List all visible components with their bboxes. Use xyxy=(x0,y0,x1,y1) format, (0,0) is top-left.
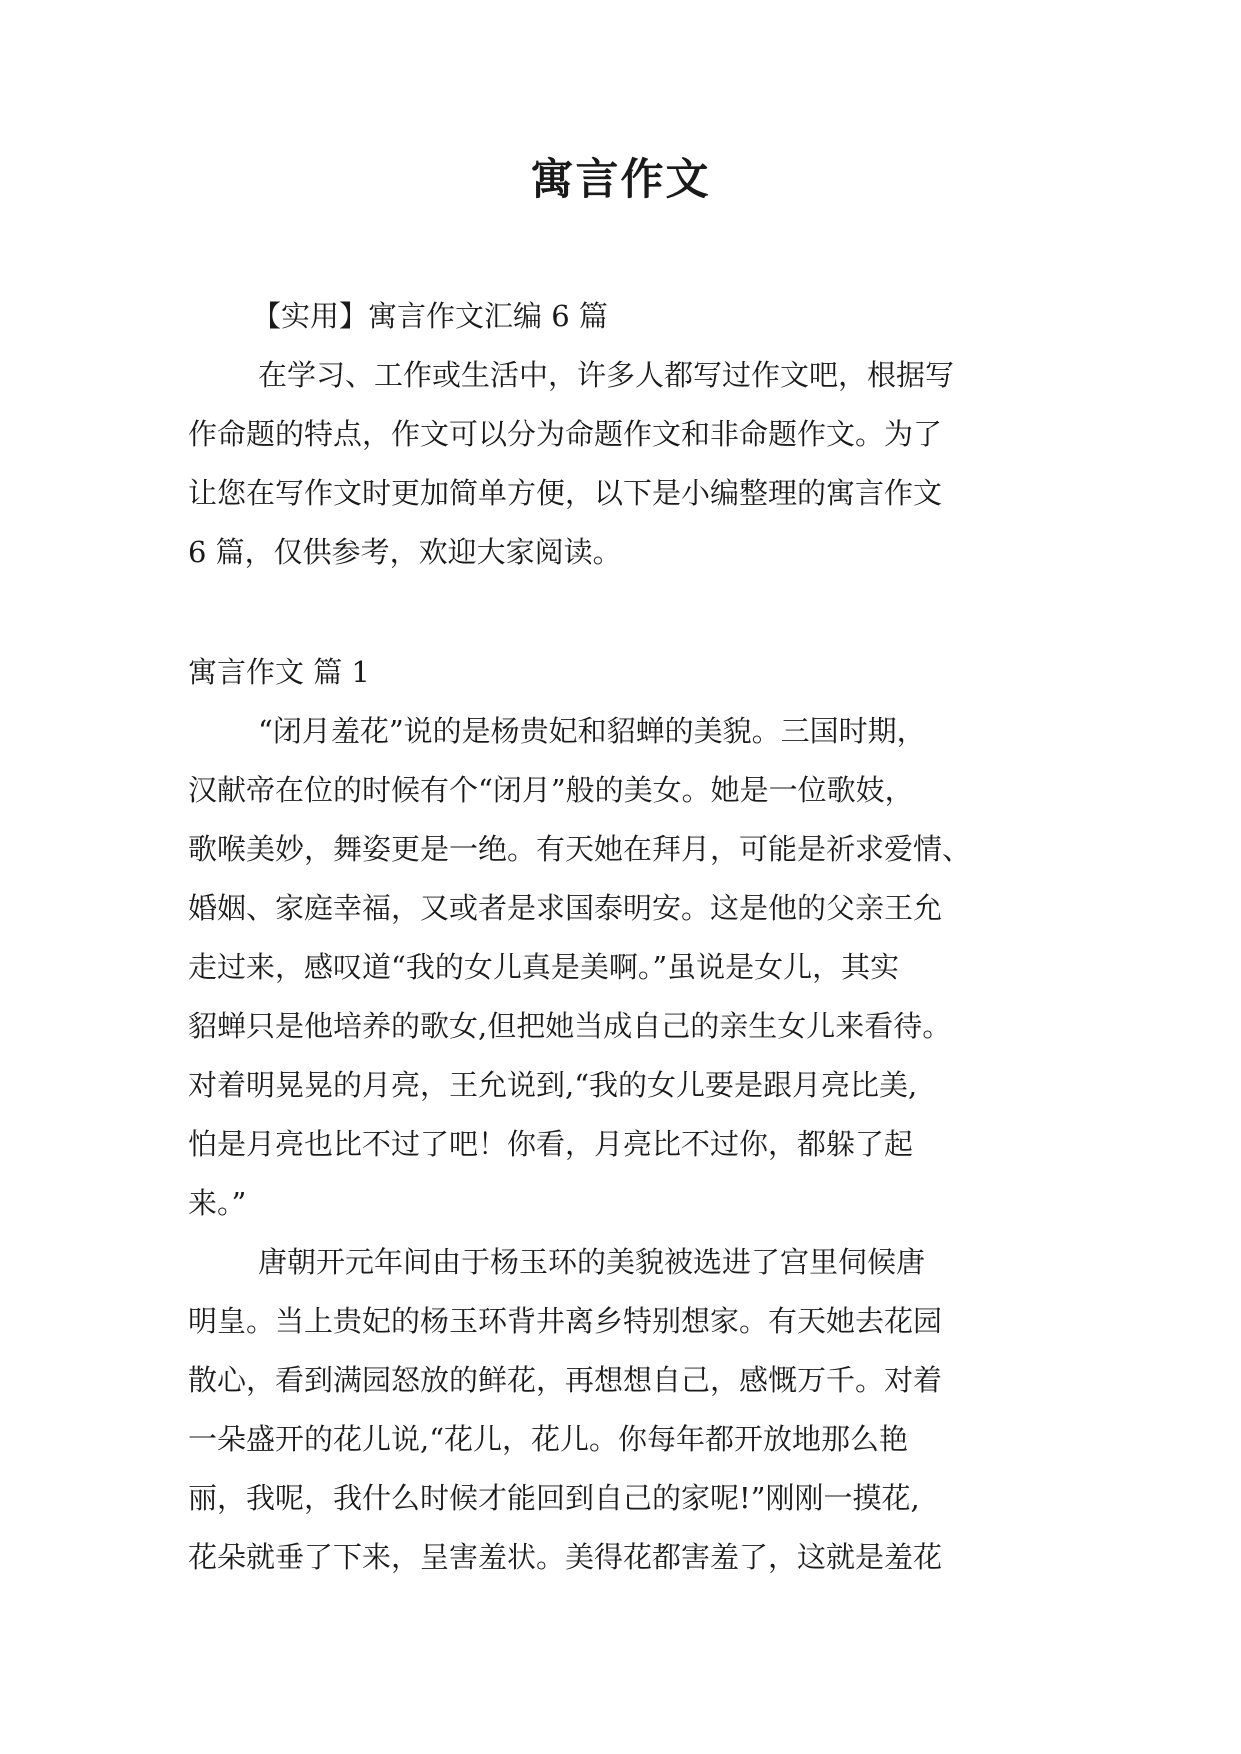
body-paragraph-line: 唐朝开元年间由于杨玉环的美貌被选进了宫里伺候唐 xyxy=(258,1245,926,1279)
body-paragraph-line: 明皇。当上贵妃的杨玉环背井离乡特别想家。有天她去花园 xyxy=(188,1304,943,1338)
intro-paragraph-line: 在学习、工作或生活中，许多人都写过作文吧，根据写 xyxy=(258,358,955,392)
body-paragraph-line: 来。” xyxy=(188,1186,247,1220)
body-paragraph-line: 花朵就垂了下来，呈害羞状。美得花都害羞了，这就是羞花 xyxy=(188,1540,943,1574)
body-paragraph-line: “闭月羞花”说的是杨贵妃和貂蝉的美貌。三国时期， xyxy=(258,714,926,748)
body-paragraph-line: 怕是月亮也比不过了吧！你看，月亮比不过你，都躲了起 xyxy=(188,1127,914,1161)
body-paragraph-line: 丽，我呢，我什么时候才能回到自己的家呢!”刚刚一摸花, xyxy=(188,1481,920,1515)
section-heading: 寓言作文 篇 1 xyxy=(188,655,370,689)
intro-paragraph-line: 让您在写作文时更加简单方便，以下是小编整理的寓言作文 xyxy=(188,476,943,510)
body-paragraph-line: 歌喉美妙，舞姿更是一绝。有天她在拜月，可能是祈求爱情、 xyxy=(188,832,972,866)
document-title: 寓言作文 xyxy=(530,155,711,205)
body-paragraph-line: 婚姻、家庭幸福，又或者是求国泰明安。这是他的父亲王允 xyxy=(188,891,943,925)
intro-heading: 【实用】寓言作文汇编 6 篇 xyxy=(252,299,608,333)
intro-paragraph-line: 作命题的特点，作文可以分为命题作文和非命题作文。为了 xyxy=(188,417,943,451)
body-paragraph-line: 走过来，感叹道“我的女儿真是美啊。”虽说是女儿，其实 xyxy=(188,950,900,984)
body-paragraph-line: 貂蝉只是他培养的歌女,但把她当成自己的亲生女儿来看待。 xyxy=(188,1009,952,1043)
body-paragraph-line: 散心，看到满园怒放的鲜花，再想想自己，感慨万千。对着 xyxy=(188,1363,943,1397)
intro-paragraph-line: 6 篇，仅供参考，欢迎大家阅读。 xyxy=(188,535,622,569)
body-paragraph-line: 一朵盛开的花儿说,“花儿，花儿。你每年都开放地那么艳 xyxy=(188,1422,909,1456)
body-paragraph-line: 汉献帝在位的时候有个“闭月”般的美女。她是一位歌妓， xyxy=(188,773,914,807)
body-paragraph-line: 对着明晃晃的月亮，王允说到,“我的女儿要是跟月亮比美, xyxy=(188,1068,918,1102)
